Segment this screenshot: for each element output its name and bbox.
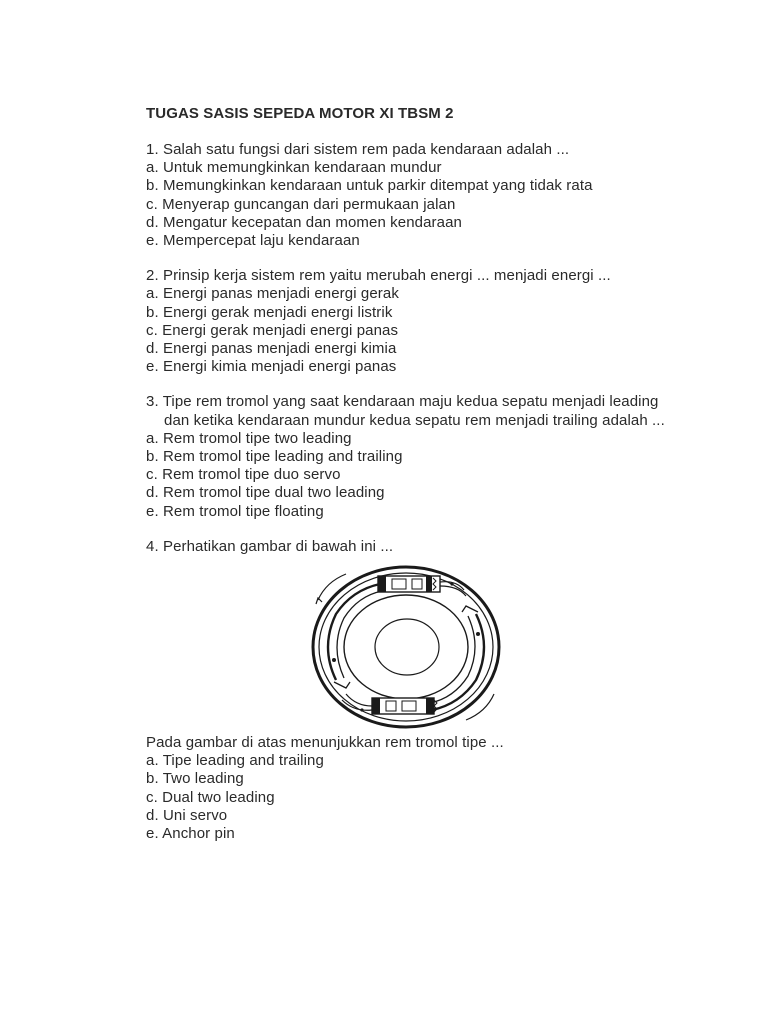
answer-option-a: a. Rem tromol tipe two leading xyxy=(146,429,352,447)
question-followup: Pada gambar di atas menunjukkan rem tromol tipe ... xyxy=(146,734,504,752)
answer-option-c: c. Dual two leading xyxy=(146,788,275,806)
answer-option-c: c. Menyerap guncangan dari permukaan jalan xyxy=(146,195,456,213)
question-3 xyxy=(146,393,666,520)
answer-option-d: d. Energi panas menjadi energi kimia xyxy=(146,340,397,358)
answer-option-c: c. Energi gerak menjadi energi panas xyxy=(146,321,399,339)
drum-brake-diagram-icon xyxy=(306,560,506,730)
answer-option-d: d. Uni servo xyxy=(146,806,228,824)
answer-option-a: a. Untuk memungkinkan kendaraan mundur xyxy=(146,159,442,177)
answer-option-e: e. Rem tromol tipe floating xyxy=(146,502,324,520)
question-stem: 3. Tipe rem tromol yang saat kendaraan maju kedua sepatu menjadi leading dan ketika kendaraan mundur kedua sepatu rem menjadi trailing adalah ... xyxy=(146,393,665,429)
question-stem: 4. Perhatikan gambar di bawah ini ... xyxy=(146,537,394,555)
answer-option-d: d. Rem tromol tipe dual two leading xyxy=(146,484,385,502)
question-1 xyxy=(146,141,666,250)
answer-option-b: b. Two leading xyxy=(146,770,244,788)
question-stem: 2. Prinsip kerja sistem rem yaitu merubah energi ... menjadi energi ... xyxy=(146,267,611,285)
answer-option-e: e. Mempercepat laju kendaraan xyxy=(146,232,360,250)
answer-option-b: b. Memungkinkan kendaraan untuk parkir ditempat yang tidak rata xyxy=(146,177,593,195)
question-stem: 1. Salah satu fungsi dari sistem rem pada kendaraan adalah ... xyxy=(146,141,570,158)
answer-option-d: d. Mengatur kecepatan dan momen kendaraan xyxy=(146,213,462,231)
worksheet-title: TUGAS SASIS SEPEDA MOTOR XI TBSM 2 xyxy=(146,105,454,122)
answer-option-a: a. Tipe leading and trailing xyxy=(146,752,324,770)
answer-option-c: c. Rem tromol tipe duo servo xyxy=(146,466,341,484)
brake-drum-figure xyxy=(146,560,666,730)
answer-option-e: e. Anchor pin xyxy=(146,825,235,843)
answer-option-a: a. Energi panas menjadi energi gerak xyxy=(146,285,399,303)
answer-option-e: e. Energi kimia menjadi energi panas xyxy=(146,358,397,376)
answer-option-b: b. Energi gerak menjadi energi listrik xyxy=(146,303,393,321)
answer-option-b: b. Rem tromol tipe leading and trailing xyxy=(146,448,403,466)
worksheet-page xyxy=(146,104,666,843)
question-4 xyxy=(146,538,666,843)
question-2 xyxy=(146,267,666,376)
